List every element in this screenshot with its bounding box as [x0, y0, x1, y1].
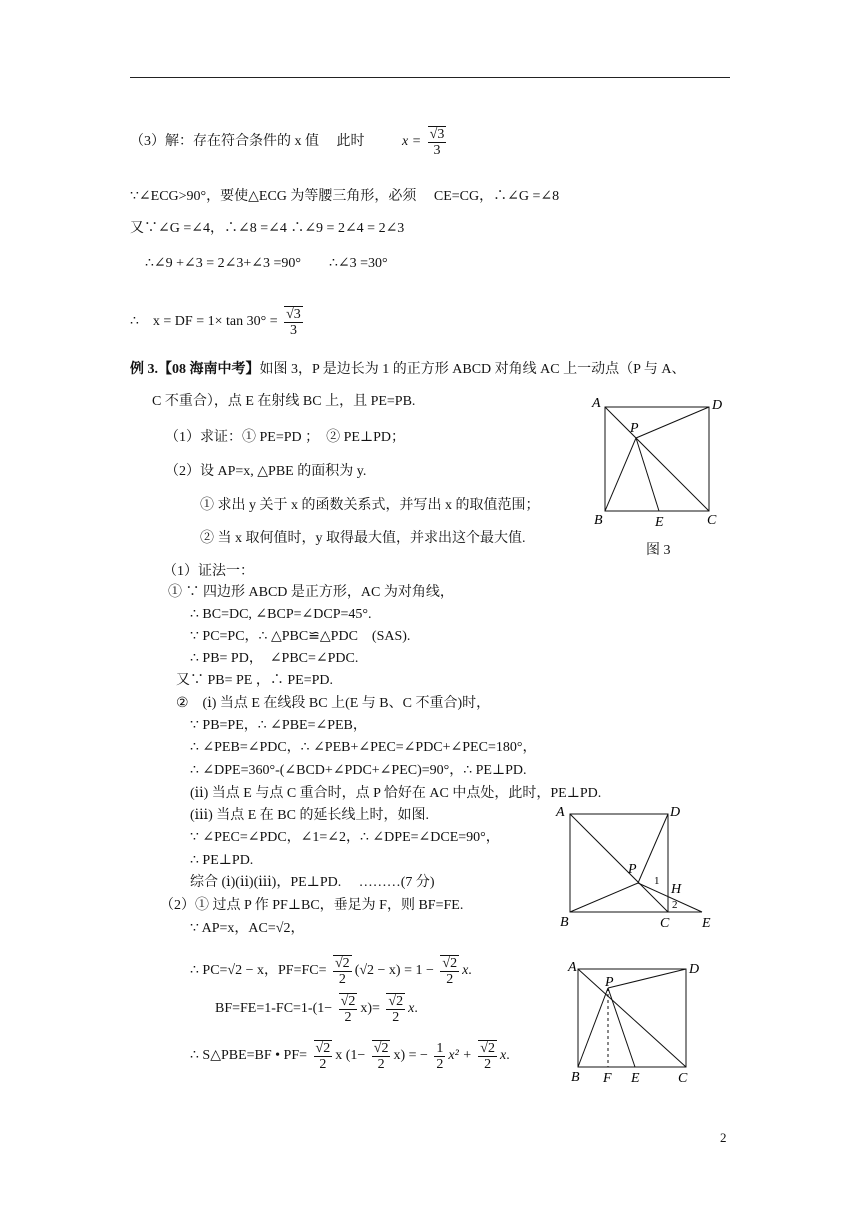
header-rule — [130, 77, 730, 78]
fig2-label-2: 2 — [672, 899, 678, 911]
proof-line-8: ∵ PB=PE，∴ ∠PBE=∠PEB， — [190, 718, 367, 733]
proof-line-14: ∴ PE⊥PD. — [190, 853, 254, 868]
proof-line-15: 综合 (ⅰ)(ⅱ)(ⅲ)，PE⊥PD. ………(7 分) — [190, 875, 435, 890]
example3-heading: 例 3.【08 海南中考】 — [130, 362, 260, 377]
fig3-label-c: C — [678, 1071, 688, 1085]
proof-line-4: ∵ PC=PC，∴ △PBC≌△PDC (SAS). — [190, 629, 411, 644]
page-number: 2 — [720, 1130, 727, 1145]
fig2-label-b: B — [560, 915, 569, 930]
fig1-label-p: P — [630, 421, 639, 436]
fig1-label-c: C — [707, 513, 717, 528]
fig1-label-b: B — [594, 513, 603, 528]
proof-line-9: ∴ ∠PEB=∠PDC，∴ ∠PEB+∠PEC=∠PDC+∠PEC=180°， — [190, 740, 537, 755]
proof-line-5: ∴ PB= PD， ∠PBC=∠PDC. — [190, 651, 359, 666]
proof-line-19: BF=FE=1-FC=1-(1− $\frac{√2}{2}$ x)= $\frac{√2}{2}$ x. — [215, 994, 418, 1025]
proof-line-10: ∴ ∠DPE=360°-(∠BCD+∠PDC+∠PEC)=90°，∴ PE⊥PD. — [190, 763, 527, 778]
example3-line1: 例 3.【08 海南中考】如图 3，P 是边长为 1 的正方形 ABCD 对角线 AC 上一动点（P 与 A、 — [130, 362, 686, 377]
fig2-label-c: C — [660, 916, 670, 931]
fig3-label-e: E — [631, 1071, 640, 1085]
part3-line3: ∴∠9 +∠3 = 2∠3+∠3 =90° ∴∠3 =30° — [145, 256, 388, 271]
fig3-label-d: D — [689, 962, 700, 977]
fig2-label-h: H — [671, 882, 682, 897]
fig2-label-d: D — [670, 805, 681, 820]
fig2-label-1: 1 — [654, 875, 660, 887]
figure-3-diagram — [590, 392, 730, 534]
fig3-label-p: P — [605, 975, 614, 990]
proof-line-20: ∴ S△PBE=BF • PF= $\frac{√2}{2}$ x (1− $\frac{√2}{2}$ x) = − $\frac{1}{2}$ x² + $\frac{√2}{2}$ x. — [190, 1040, 510, 1072]
question1: （1）求证：① PE=PD ； ② PE⊥PD； — [165, 430, 406, 445]
figure-perpendicular-diagram — [563, 955, 713, 1085]
fig3-label-f: F — [603, 1071, 612, 1085]
fig3-label-a: A — [568, 960, 577, 975]
question2: （2）设 AP=x, △PBE 的面积为 y. — [165, 464, 367, 479]
fig1-label-e: E — [655, 515, 664, 530]
fig2-label-e: E — [702, 916, 711, 931]
proof-line-7: ② (ⅰ) 当点 E 在线段 BC 上(E 与 B、C 不重合)时， — [176, 696, 491, 711]
proof-line-16: （2）① 过点 P 作 PF⊥BC，垂足为 F，则 BF=FE. — [160, 898, 464, 913]
proof-line-13: ∵ ∠PEC=∠PDC，∠1=∠2，∴ ∠DPE=∠DCE=90°， — [190, 830, 500, 845]
fig2-label-p: P — [628, 862, 637, 877]
question2b: ② 当 x 取何值时，y 取得最大值，并求出这个最大值. — [200, 531, 526, 546]
fig2-label-a: A — [556, 805, 565, 820]
proof-line-18: ∴ PC=√2 − x，PF=FC= $\frac{√2}{2}$ (√2 − x) = 1 − $\frac{√2}{2}$ x. — [190, 956, 472, 987]
proof-line-3: ∴ BC=DC, ∠BCP=∠DCP=45°. — [190, 607, 372, 622]
proof-line-2: ① ∵ 四边形 ABCD 是正方形，AC 为对角线， — [168, 585, 454, 600]
proof-line-6: 又∵ PB= PE ，∴ PE=PD. — [176, 673, 333, 688]
proof-line-17: ∵ AP=x，AC=√2， — [190, 921, 305, 936]
example3-line2: C 不重合），点 E 在射线 BC 上，且 PE=PB. — [152, 394, 416, 409]
part3-intro: （3）解：存在符合条件的 x 值 此时 x = $\frac{√3}{3}$ — [130, 127, 445, 158]
fig3-label-b: B — [571, 1070, 580, 1085]
part3-line1: ∵∠ECG>90°，要使△ECG 为等腰三角形，必须 CE=CG，∴∠G =∠8 — [130, 189, 560, 204]
question2a: ① 求出 y 关于 x 的函数关系式，并写出 x 的取值范围； — [200, 498, 540, 513]
figure-3-caption: 图 3 — [646, 543, 671, 558]
figure-extension-diagram — [550, 800, 722, 935]
fig1-label-a: A — [592, 396, 601, 411]
part3-line4: ∴ x = DF = 1× tan 30° = $\frac{√3}{3}$ — [130, 307, 301, 338]
fig1-label-d: D — [712, 398, 723, 413]
proof-line-12: (ⅲ) 当点 E 在 BC 的延长线上时，如图. — [190, 808, 429, 823]
proof-line-11: (ⅱ) 当点 E 与点 C 重合时，点 P 恰好在 AC 中点处，此时，PE⊥PD. — [190, 786, 602, 801]
proof-line-1: （1）证法一： — [163, 564, 254, 579]
part3-line2: 又∵∠G =∠4，∴∠8 =∠4 ∴∠9 = 2∠4 = 2∠3 — [130, 221, 405, 236]
